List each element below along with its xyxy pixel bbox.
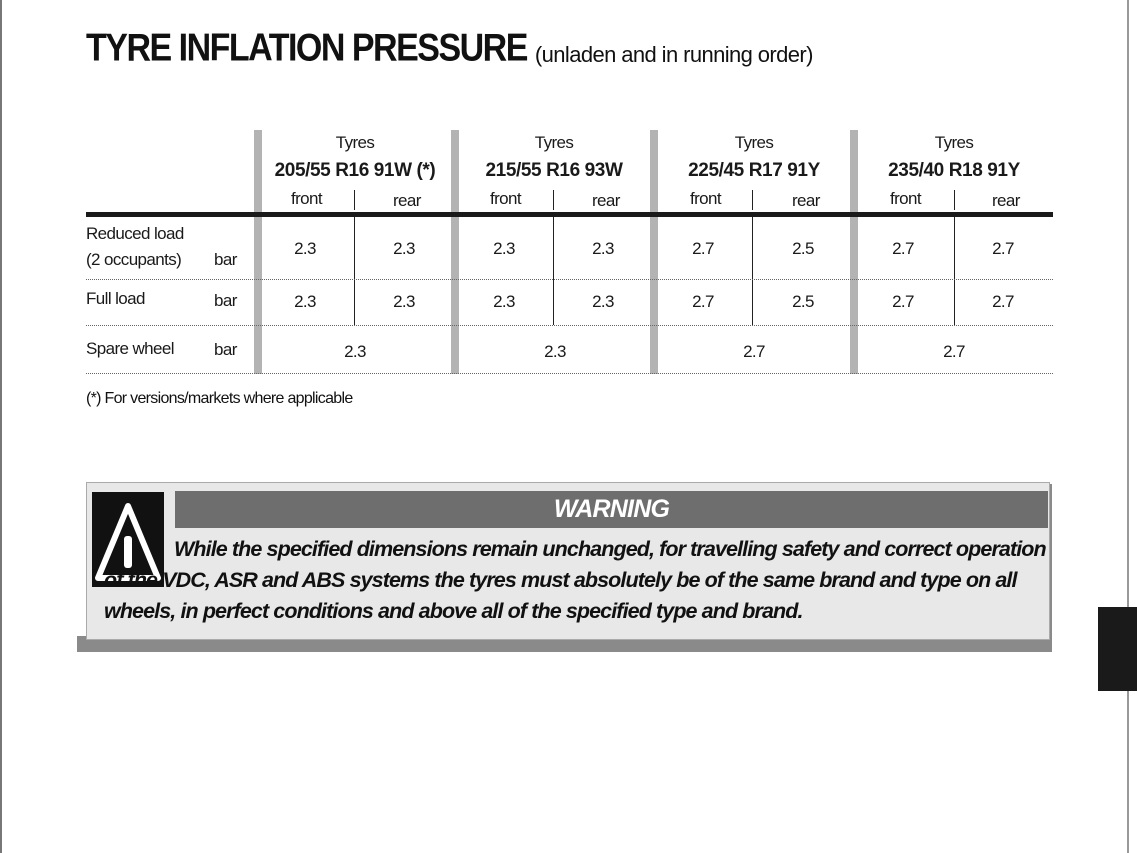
unit-label: bar	[214, 291, 237, 310]
front-label: front	[291, 189, 323, 208]
header-divider	[954, 190, 955, 210]
table-cell: 2.7	[992, 292, 1014, 311]
table-cell: 2.7	[892, 292, 914, 311]
table-cell: 2.3	[393, 292, 415, 311]
table-cell: 2.3	[393, 239, 415, 258]
header-rule	[86, 212, 1053, 217]
table-cell: 2.5	[792, 239, 814, 258]
row-label: Spare wheel	[86, 339, 174, 358]
group-label: Tyres	[335, 133, 375, 152]
column-separator	[451, 130, 459, 374]
row-rule	[86, 373, 1053, 374]
group-size: 235/40 R18 91Y	[888, 160, 1020, 181]
rear-label: rear	[393, 191, 421, 210]
table-cell: 2.7	[892, 239, 914, 258]
table-cell: 2.3	[344, 342, 366, 361]
table-cell: 2.7	[743, 342, 765, 361]
front-label: front	[890, 189, 922, 208]
column-separator	[850, 130, 858, 374]
unit-label: bar	[214, 340, 237, 359]
table-cell: 2.7	[692, 292, 714, 311]
rear-label: rear	[592, 191, 620, 210]
front-label: front	[490, 189, 522, 208]
title-main: TYRE INFLATION PRESSURE	[86, 26, 527, 70]
row-label: Full load	[86, 289, 145, 308]
group-size: 225/45 R17 91Y	[688, 160, 820, 181]
front-label: front	[690, 189, 722, 208]
table-cell: 2.7	[943, 342, 965, 361]
column-separator	[650, 130, 658, 374]
unit-label: bar	[214, 250, 237, 269]
table-cell: 2.3	[493, 239, 515, 258]
table-cell: 2.3	[544, 342, 566, 361]
rear-label: rear	[792, 191, 820, 210]
column-separator	[254, 130, 262, 374]
header-divider	[354, 190, 355, 210]
table-cell: 2.7	[992, 239, 1014, 258]
group-size: 215/55 R16 93W	[485, 160, 623, 181]
table-cell: 2.3	[294, 239, 316, 258]
header-divider	[752, 190, 753, 210]
cell-divider	[354, 217, 355, 325]
footnote: (*) For versions/markets where applicable	[86, 390, 353, 407]
cell-divider	[954, 217, 955, 325]
group-label: Tyres	[534, 133, 574, 152]
header-divider	[553, 190, 554, 210]
group-label: Tyres	[734, 133, 774, 152]
cell-divider	[553, 217, 554, 325]
row-rule	[86, 279, 1053, 280]
table-cell: 2.3	[592, 292, 614, 311]
title-subtitle: (unladen and in running order)	[534, 42, 813, 67]
row-label: Reduced load	[86, 224, 184, 243]
row-label-sub: (2 occupants)	[86, 250, 182, 269]
section-thumb-tab	[1098, 607, 1137, 691]
cell-divider	[752, 217, 753, 325]
row-rule	[86, 325, 1053, 326]
group-label: Tyres	[934, 133, 974, 152]
table-cell: 2.3	[592, 239, 614, 258]
table-cell: 2.3	[294, 292, 316, 311]
warning-title: WARNING	[553, 495, 670, 523]
warning-text: While the specified dimensions remain unchanged, for travelling safety and correct operation of the VDC, ASR and ABS systems the tyres must absolutely be of the same brand and type on all wheels, in perfect conditions and above all of the specified type and brand.	[104, 537, 1046, 623]
group-size: 205/55 R16 91W (*)	[274, 160, 436, 181]
table-cell: 2.7	[692, 239, 714, 258]
inflation-table	[0, 0, 1137, 420]
table-cell: 2.5	[792, 292, 814, 311]
rear-label: rear	[992, 191, 1020, 210]
table-cell: 2.3	[493, 292, 515, 311]
